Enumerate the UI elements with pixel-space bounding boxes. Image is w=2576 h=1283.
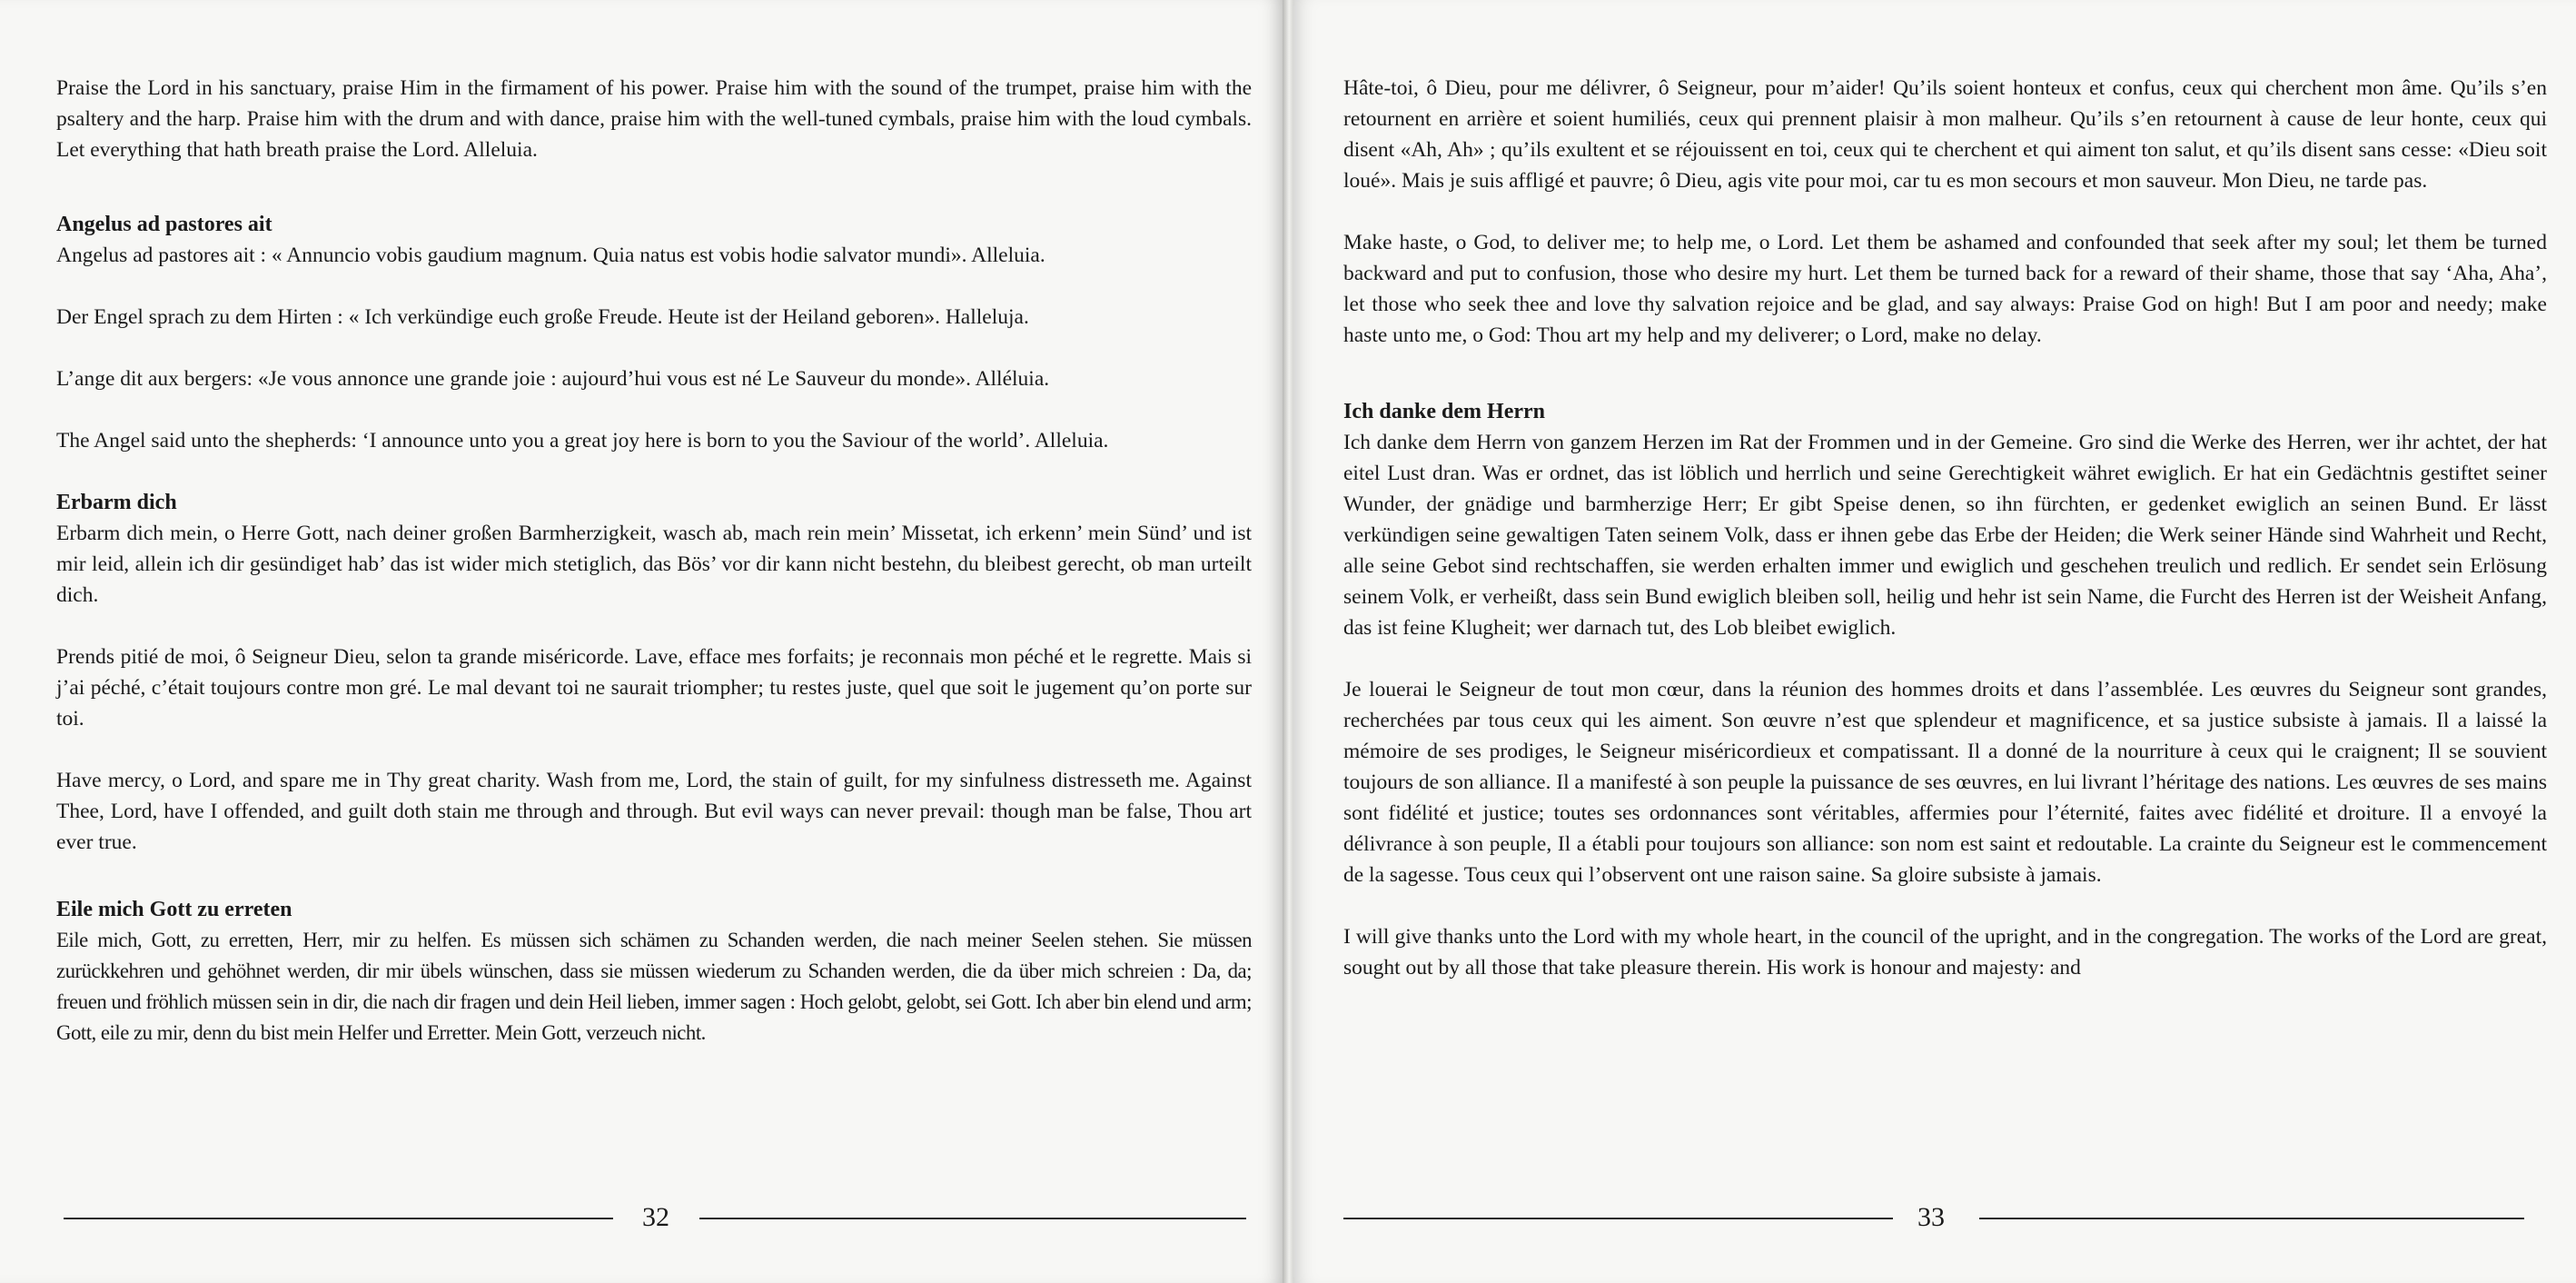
- heading-danke: Ich danke dem Herrn: [1343, 400, 1545, 423]
- paragraph-danke-french: Je louerai le Seigneur de tout mon cœur, dans la réunion des hommes droits et dans l’assemblée. Les œuvres du Seigneur sont grandes, recherchées par tous ceux qui les aiment. Son œuvre n’est que splendeur et magnificence, et sa justice subsiste à jamais. Il a laissé la mémoire de ses prodiges, le Seigneur miséricordieux et compatissant. Il a donné de la nourriture à ceux qui le craignent; Il se souvient toujours de son alliance. Il a manifesté à son peuple la puissance de ses œuvres, en lui livrant l’héritage des nations. Les œuvres de ses mains sont fidélité et justice; toutes ses ordonnances sont véritables, affermies pour l’éternité, faites avec fidélité et droiture. Il a envoyé la délivrance à son peuple, Il a établi pour toujours son alliance: son nom est saint et redoutable. La crainte du Seigneur est le commencement de la sagesse. Tous ceux qui l’observent ont une raison saine. Sa gloire subsiste à jamais.: [1343, 678, 2547, 887]
- right-text-block: [1343, 73, 2547, 1014]
- paragraph-praise: Praise the Lord in his sanctuary, praise Him in the firmament of his power. Praise him with the sound of the trumpet, praise him with the psaltery and the harp. Praise him with the drum and with dance, praise him with the well-tuned cymbals, praise him with the loud cymbals. Let everything that hath breath praise the Lord. Alleluia.: [56, 76, 1252, 162]
- book-gutter: [1283, 0, 1293, 1283]
- footer-rule-left: [64, 1218, 613, 1219]
- page-number: 33: [1917, 1202, 1945, 1232]
- paragraph-eile-german: Eile mich, Gott, zu erretten, Herr, mir zu helfen. Es müssen sich schämen zu Schanden werden, die nach meiner Seelen stehen. Sie müssen zurückkehren und gehöhnet werden, dir mir übels wünschen, dass sie müssen wiederum zu Schanden werden, die da über mich schreien : Da, da; freuen und fröhlich müssen sein in dir, die nach dir fragen und dein Heil lieben, immer sagen : Hoch gelobt, gelobt, sei Gott. Ich aber bin elend und arm; Gott, eile zu mir, denn du bist mein Helfer und Erretter. Mein Gott, verzeuch nicht.: [56, 929, 1252, 1044]
- paragraph-angelus-english: The Angel said unto the shepherds: ‘I announce unto you a great joy here is born to you the Saviour of the world’. Alleluia.: [56, 429, 1109, 453]
- heading-erbarm: Erbarm dich: [56, 491, 177, 514]
- paragraph-angelus-latin: Angelus ad pastores ait : « Annuncio vobis gaudium magnum. Quia natus est vobis hodie salvator mundi». Alleluia.: [56, 244, 1045, 267]
- paragraph-danke-english: I will give thanks unto the Lord with my whole heart, in the council of the upright, and in the congregation. The works of the Lord are great, sought out by all those that take pleasure therein. His work is honour and majesty: and: [1343, 925, 2547, 980]
- footer-rule-right: [1979, 1218, 2524, 1219]
- paragraph-hate-french: Hâte-toi, ô Dieu, pour me délivrer, ô Seigneur, pour m’aider! Qu’ils soient honteux et confus, ceux qui cherchent mon âme. Qu’ils s’en retournent en arrière et soient humiliés, ceux qui prennent plaisir à mon malheur. Qu’ils s’en retournent à cause de leur honte, ceux qui disent «Ah, Ah» ; qu’ils exultent et se réjouissent en toi, ceux qui te cherchent et qui aiment ton salut, et qu’ils disent sans cesse: «Dieu soit loué». Mais je suis affligé et pauvre; ô Dieu, agis vite pour moi, car tu es mon secours et mon sauveur. Mon Dieu, ne tarde pas.: [1343, 76, 2547, 193]
- heading-eile: Eile mich Gott zu erreten: [56, 898, 292, 921]
- paragraph-danke-german: Ich danke dem Herrn von ganzem Herzen im Rat der Frommen und in der Gemeine. Gro sind die Werke des Herren, wer ihr achtet, der hat eitel Lust dran. Was er ordnet, das ist löblich und herrlich und seine Gerechtigkeit währet ewiglich. Er hat ein Gedächtnis gestiftet seiner Wunder, der gnädige und barmherzige Herr; Er gibt Speise denen, so ihn fürchten, er gedenket ewiglich an seinen Bund. Er lässt verkündigen seine gewaltigen Taten seinem Volk, dass er ihnen gebe das Erbe der Heiden; die Werk seiner Hände sind Wahrheit und Recht, alle seine Gebot sind rechtschaffen, sie werden erhalten immer und ewiglich und geschehen treulich und redlich. Er sendet sein Erlösung seinem Volk, er verheißt, dass sein Bund ewiglich bleiben soll, heilig und hehr ist sein Name, die Furcht des Herren ist der Weisheit Anfang, das ist feine Klugheit; wer darnach tut, des Lob bleibet ewiglich.: [1343, 431, 2547, 640]
- paragraph-angelus-german: Der Engel sprach zu dem Hirten : « Ich verkündige euch große Freude. Heute ist der Heiland geboren». Halleluja.: [56, 305, 1029, 329]
- page-number: 32: [642, 1202, 669, 1232]
- footer-rule-right: [699, 1218, 1246, 1219]
- footer-rule-left: [1343, 1218, 1893, 1219]
- right-page: [1293, 0, 2576, 1283]
- left-text-block: [56, 73, 1252, 1079]
- left-page: [0, 0, 1283, 1283]
- paragraph-erbarm-french: Prends pitié de moi, ô Seigneur Dieu, selon ta grande miséricorde. Lave, efface mes forfaits; je reconnais mon péché et le regrette. Mais si j’ai péché, c’était toujours contre mon gré. Le mal devant toi ne saurait triompher; tu restes juste, quel que soit le jugement qu’on porte sur toi.: [56, 645, 1252, 731]
- left-footer: [0, 1199, 1283, 1236]
- right-footer: [1293, 1199, 2576, 1236]
- paragraph-hate-english: Make haste, o God, to deliver me; to help me, o Lord. Let them be ashamed and confounded that seek after my soul; let them be turned backward and put to confusion, those who desire my hurt. Let them be turned back for a reward of their shame, those that say ‘Aha, Aha’, let those who seek thee and love thy salvation rejoice and be glad, and say always: Praise God on high! But I am poor and needy; make haste unto me, o God: Thou art my help and my deliverer; o Lord, make no delay.: [1343, 231, 2547, 347]
- paragraph-angelus-french: L’ange dit aux bergers: «Je vous annonce une grande joie : aujourd’hui vous est né Le Sauveur du monde». Alléluia.: [56, 367, 1050, 391]
- paragraph-erbarm-german: Erbarm dich mein, o Herre Gott, nach deiner großen Barmherzigkeit, wasch ab, mach rein mein’ Missetat, ich erkenn’ mein Sünd’ und ist mir leid, allein ich dir gesündiget hab’ das ist wider mich stetiglich, das Bös’ vor dir kann nicht bestehn, du bleibest gerecht, ob man urteilt dich.: [56, 522, 1252, 607]
- heading-angelus: Angelus ad pastores ait: [56, 213, 272, 236]
- paragraph-erbarm-english: Have mercy, o Lord, and spare me in Thy great charity. Wash from me, Lord, the stain of guilt, for my sinfulness distresseth me. Against Thee, Lord, have I offended, and guilt doth stain me through and through. But evil ways can never prevail: though man be false, Thou art ever true.: [56, 769, 1252, 854]
